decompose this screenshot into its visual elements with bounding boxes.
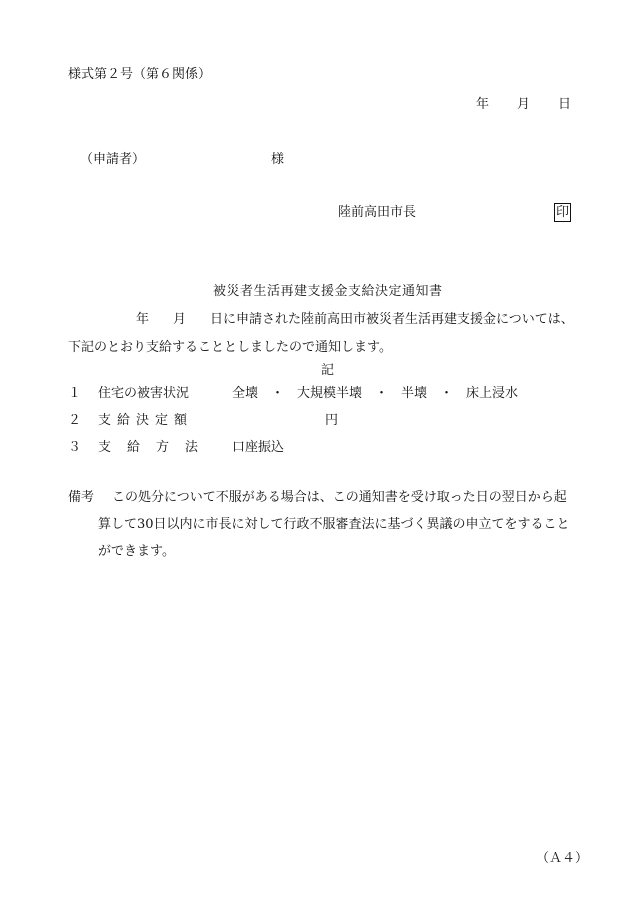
note-line-3: ができます。 (98, 544, 175, 559)
body-line-1 (136, 312, 574, 328)
form-number: 様式第２号（第６関係） (68, 67, 212, 82)
body-line-2: 下記のとおり支給することとしましたので通知します。 (68, 340, 392, 355)
seal-mark: 印 (556, 205, 570, 220)
note-heading: 備考 (68, 490, 95, 505)
item-damage-status (68, 386, 518, 402)
item-number: ３ (68, 440, 82, 455)
issuer-name: 陸前高田市長 (338, 205, 417, 220)
note-line-2: 算して30日以内に市長に対して行政不服審査法に基づく異議の申立てをすること (98, 517, 570, 532)
ki-heading: 記 (321, 363, 335, 378)
item-label: 支給決定額 (98, 413, 194, 428)
issue-date (476, 97, 571, 113)
paper-size-label: （Ａ４） (536, 851, 589, 866)
item-amount-unit: 円 (325, 413, 339, 428)
date-year: 年 (476, 97, 490, 112)
applicant-honorific: 様 (271, 152, 285, 167)
item-label: 支給方法 (98, 440, 215, 455)
body-month: 月 (173, 312, 187, 327)
body-year: 年 (136, 312, 150, 327)
item-value: 全壊 ・ 大規模半壊 ・ 半壊 ・ 床上浸水 (232, 386, 519, 401)
date-day: 日 (558, 97, 572, 112)
applicant-label: （申請者） (80, 152, 146, 167)
body-line1-rest: 日に申請された陸前高田市被災者生活再建支援金については、 (210, 312, 574, 327)
item-label: 住宅の被害状況 (98, 386, 190, 401)
item-payment-amount (68, 413, 232, 429)
item-value: 口座振込 (232, 440, 285, 455)
item-number: ２ (68, 413, 82, 428)
note-line-1: この処分について不服がある場合は、この通知書を受け取った日の翌日から起 (112, 490, 567, 505)
item-number: １ (68, 386, 82, 401)
item-payment-method (68, 440, 284, 456)
document-title: 被災者生活再建支援金支給決定通知書 (213, 284, 443, 299)
date-month: 月 (517, 97, 531, 112)
